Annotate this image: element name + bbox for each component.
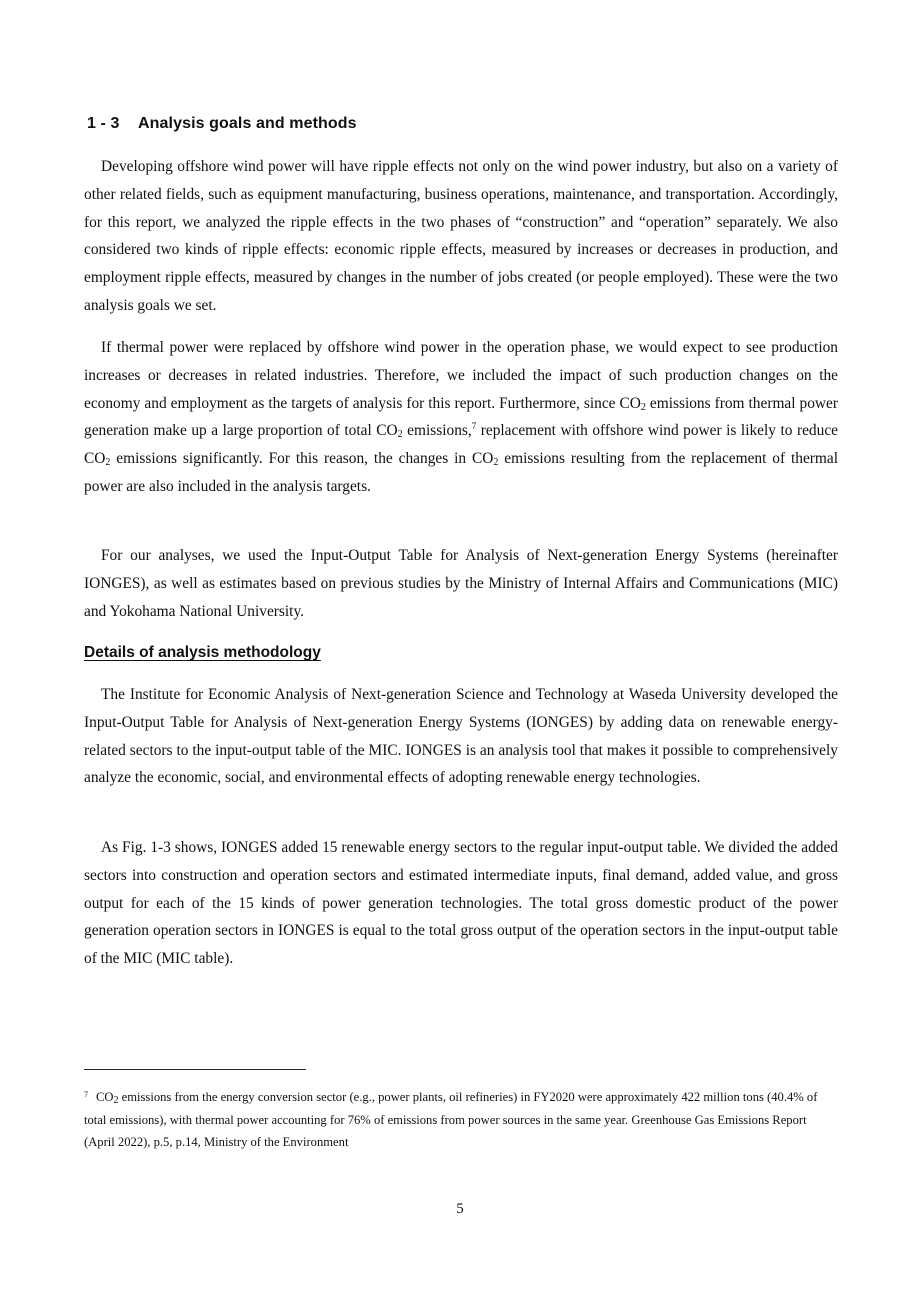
methodology-subheading: Details of analysis methodology [84,644,321,661]
paragraph-ionges-description: The Institute for Economic Analysis of Next-generation Science and Technology at Waseda University developed the Input-Output Table for Analysis of Next-generation Energy Systems (IONGES) by adding data on renewable energy-related sectors to the input-output table of the MIC. IONGES is an analysis tool that makes it possible to comprehensively analyze the economic, social, and environmental effects of adopting renewable energy technologies. [84,686,838,787]
footnote: $^7$ $CO_2$ emissions from the energy conversion sector (e.g., power plants, oil refineries) in FY2020 were approximately 422 million tons (40.4% of total emissions), with thermal power accounting for 76% of emissions from power sources in the same year. Greenhouse Gas Emissions Report (April 2022), p.5, p.14, Ministry of the Environment [84,1090,818,1149]
section-title: Analysis goals and methods [138,115,357,132]
paragraph-ionges-sectors: As Fig. 1-3 shows, IONGES added 15 renewable energy sectors to the regular input-output table. We divided the added sectors into construction and operation sectors and estimated intermediate inputs, final demand, added value, and gross output for each of the 15 kinds of power generation technologies. The total gross domestic product of the power generation operation sectors in IONGES is equal to the total gross output of the operation sectors in the input-output table of the MIC (MIC table). [84,839,838,968]
section-heading [84,115,357,133]
page-number: 5 [456,1201,464,1217]
paragraph-thermal-replacement: If thermal power were replaced by offshore wind power in the operation phase, we would expect to see production increases or decreases in related industries. Therefore, we included the impact of such production changes on the economy and employment as the targets of analysis for this report. Furthermore, since $CO_2$ emissions from thermal power generation make up a large proportion of total $CO_2$ emissions,$^7$ replacement with offshore wind power is likely to reduce $CO_2$ emissions significantly. For this reason, the changes in $CO_2$ emissions resulting from the replacement of thermal power are also included in the analysis targets. [84,339,839,495]
footnote-divider [84,1069,306,1070]
footnote-reference: 7 [471,421,477,432]
footnote-mark: 7 [84,1090,88,1099]
paragraph-analysis-sources: For our analyses, we used the Input-Output Table for Analysis of Next-generation Energy Systems (hereinafter IONGES), as well as estimates based on previous studies by the Ministry of Internal Affairs and Communications (MIC) and Yokohama National University. [84,547,838,620]
section-number: 1 - 3 [87,115,120,132]
paragraph-analysis-goals: Developing offshore wind power will have ripple effects not only on the wind power industry, but also on a variety of other related fields, such as equipment manufacturing, business operations, maintenance, and transportation. Accordingly, for this report, we analyzed the ripple effects in the two phases of “construction” and “operation” separately. We also considered two kinds of ripple effects: economic ripple effects, measured by increases or decreases in production, and employment ripple effects, measured by changes in the number of jobs created (or people employed). These were the two analysis goals we set. [84,158,838,314]
